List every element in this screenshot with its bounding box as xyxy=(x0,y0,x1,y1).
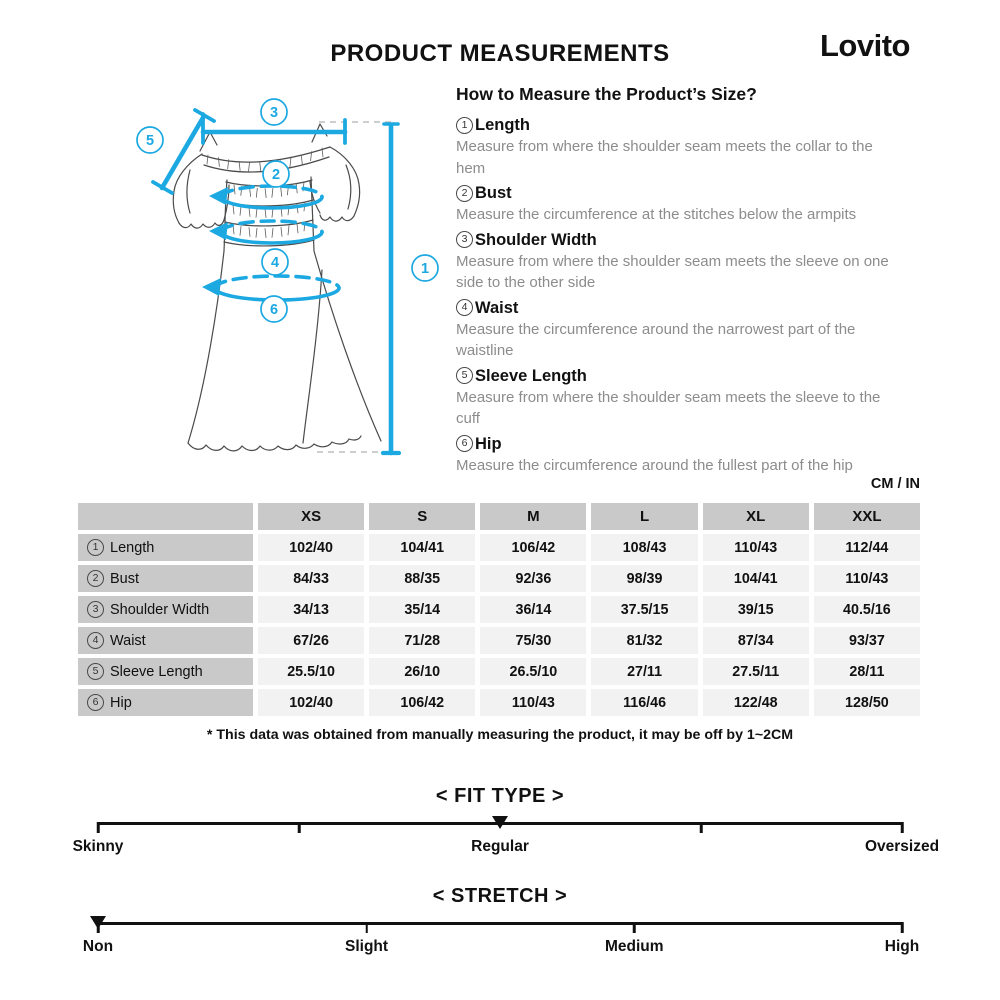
circled-number-icon: 2 xyxy=(456,185,473,202)
row-label-text: Bust xyxy=(110,570,140,587)
size-value-cell: 71/28 xyxy=(369,627,475,654)
left-sleeve-cuff xyxy=(179,220,224,228)
right-sleeve xyxy=(330,147,360,216)
size-value-cell: 110/43 xyxy=(480,689,586,716)
sleeve-length-arrow xyxy=(162,116,204,188)
size-value-cell: 93/37 xyxy=(814,627,920,654)
scale-line xyxy=(82,922,920,955)
brand-logo: Lovito xyxy=(820,28,910,63)
callout-waist: 4 xyxy=(270,255,280,271)
size-value-cell: 106/42 xyxy=(480,534,586,561)
guide-desc: Measure the circumference around the fullest part of the hip xyxy=(456,456,853,474)
size-value-cell: 110/43 xyxy=(703,534,809,561)
size-value-cell: 40.5/16 xyxy=(814,596,920,623)
circled-number-icon: 4 xyxy=(87,632,104,649)
guide-desc: Measure the circumference around the narrowest part of the waistline xyxy=(456,320,856,359)
size-value-cell: 35/14 xyxy=(369,596,475,623)
right-sleeve-cuff xyxy=(320,215,354,221)
guide-term-label: Sleeve Length xyxy=(475,366,587,385)
circled-number-icon: 1 xyxy=(87,539,104,556)
scale-marker-icon xyxy=(90,916,106,929)
scale-tick xyxy=(633,922,636,933)
size-table xyxy=(78,503,920,716)
table-corner-cell xyxy=(78,503,253,530)
scale-label: Regular xyxy=(471,838,529,855)
circled-number-icon: 5 xyxy=(87,663,104,680)
size-value-cell: 84/33 xyxy=(258,565,364,592)
fit-type-scale xyxy=(0,784,1000,855)
scale-label: Slight xyxy=(345,938,389,955)
hem-wave xyxy=(188,436,361,451)
stretch-scale xyxy=(0,884,1000,955)
scale-label: Skinny xyxy=(72,838,124,855)
measure-guide xyxy=(456,84,908,476)
waist-ellipse-dashed xyxy=(222,221,322,232)
size-value-cell: 122/48 xyxy=(703,689,809,716)
size-value-cell: 98/39 xyxy=(591,565,697,592)
measure-row-label xyxy=(78,565,253,592)
row-label-text: Length xyxy=(110,539,155,556)
size-value-cell: 110/43 xyxy=(814,565,920,592)
size-value-cell: 104/41 xyxy=(703,565,809,592)
measure-guide-list xyxy=(456,114,908,476)
scale-tick xyxy=(901,922,904,933)
scale-tick xyxy=(901,822,904,833)
size-value-cell: 27/11 xyxy=(591,658,697,685)
row-label-text: Waist xyxy=(110,632,146,649)
hip-arrowhead xyxy=(202,278,221,296)
size-column-header: L xyxy=(591,503,697,530)
guide-term-label: Bust xyxy=(475,184,512,202)
scale-line xyxy=(72,822,940,855)
right-sleeve-fold xyxy=(346,165,351,209)
callout-shoulder: 3 xyxy=(269,105,279,121)
size-value-cell: 128/50 xyxy=(814,689,920,716)
circled-number-icon: 6 xyxy=(456,435,473,452)
circled-number-icon: 6 xyxy=(87,694,104,711)
size-value-cell: 81/32 xyxy=(591,627,697,654)
units-label: CM / IN xyxy=(870,476,920,492)
size-value-cell: 102/40 xyxy=(258,534,364,561)
guide-term-label: Length xyxy=(475,116,530,134)
guide-term-label: Hip xyxy=(475,434,502,453)
guide-heading: How to Measure the Product’s Size? xyxy=(456,84,757,104)
guide-term xyxy=(456,229,908,251)
guide-term-label: Waist xyxy=(475,298,519,317)
size-value-cell: 92/36 xyxy=(480,565,586,592)
scale-marker-icon xyxy=(492,816,508,829)
callout-hip: 6 xyxy=(269,302,279,318)
size-value-cell: 27.5/11 xyxy=(703,658,809,685)
measure-row-label xyxy=(78,627,253,654)
size-value-cell: 88/35 xyxy=(369,565,475,592)
scale-title: < STRETCH > xyxy=(432,885,568,907)
size-value-cell: 108/43 xyxy=(591,534,697,561)
size-value-cell: 26.5/10 xyxy=(480,658,586,685)
callout-sleeve: 5 xyxy=(145,133,155,149)
size-value-cell: 36/14 xyxy=(480,596,586,623)
size-value-cell: 116/46 xyxy=(591,689,697,716)
measure-row-label xyxy=(78,658,253,685)
guide-term xyxy=(456,297,908,319)
guide-term xyxy=(456,114,908,136)
measure-row-label xyxy=(78,689,253,716)
circled-number-icon: 4 xyxy=(456,299,473,316)
row-label-text: Sleeve Length xyxy=(110,663,203,680)
size-column-header: XL xyxy=(703,503,809,530)
guide-term xyxy=(456,433,908,455)
row-label-text: Hip xyxy=(110,694,132,711)
scale-title: < FIT TYPE > xyxy=(435,785,565,807)
scale-tick xyxy=(365,922,368,933)
bust-arrowhead xyxy=(209,187,228,205)
scale-tick xyxy=(700,822,703,833)
scale-tick xyxy=(97,822,100,833)
size-value-cell: 37.5/15 xyxy=(591,596,697,623)
circled-number-icon: 3 xyxy=(87,601,104,618)
size-value-cell: 75/30 xyxy=(480,627,586,654)
measure-row-label xyxy=(78,534,253,561)
size-column-header: XXL xyxy=(814,503,920,530)
circled-number-icon: 1 xyxy=(456,117,473,134)
waist-arrowhead xyxy=(209,222,228,240)
circled-number-icon: 3 xyxy=(456,231,473,248)
size-value-cell: 26/10 xyxy=(369,658,475,685)
size-value-cell: 28/11 xyxy=(814,658,920,685)
guide-desc: Measure from where the shoulder seam meets the sleeve on one side to the other side xyxy=(456,252,889,291)
size-value-cell: 102/40 xyxy=(258,689,364,716)
guide-desc: Measure the circumference at the stitches below the armpits xyxy=(456,206,857,223)
guide-desc: Measure from where the shoulder seam meets the sleeve to the cuff xyxy=(456,388,881,427)
footnote: * This data was obtained from manually measuring the product, it may be off by 1~2CM xyxy=(206,727,794,743)
size-value-cell: 87/34 xyxy=(703,627,809,654)
size-value-cell: 67/26 xyxy=(258,627,364,654)
guide-desc: Measure from where the shoulder seam meets the collar to the hem xyxy=(456,138,873,177)
bust-ellipse-solid xyxy=(222,197,322,208)
size-value-cell: 106/42 xyxy=(369,689,475,716)
guide-term-label: Shoulder Width xyxy=(475,230,597,249)
guide-term xyxy=(456,182,908,204)
page-title: PRODUCT MEASUREMENTS xyxy=(330,40,670,67)
scale-tick xyxy=(298,822,301,833)
size-value-cell: 25.5/10 xyxy=(258,658,364,685)
size-column-header: M xyxy=(480,503,586,530)
scale-label: Oversized xyxy=(864,838,940,855)
size-value-cell: 39/15 xyxy=(703,596,809,623)
left-sleeve-fold xyxy=(187,170,190,213)
size-value-cell: 112/44 xyxy=(814,534,920,561)
circled-number-icon: 5 xyxy=(456,367,473,384)
size-value-cell: 34/13 xyxy=(258,596,364,623)
circled-number-icon: 2 xyxy=(87,570,104,587)
row-label-text: Shoulder Width xyxy=(110,601,210,618)
scale-label: Medium xyxy=(604,938,664,955)
guide-term xyxy=(456,365,908,387)
callout-length: 1 xyxy=(420,261,430,277)
scale-label: High xyxy=(884,938,920,955)
callout-bust: 2 xyxy=(271,167,281,183)
measure-row-label xyxy=(78,596,253,623)
size-value-cell: 104/41 xyxy=(369,534,475,561)
size-column-header: XS xyxy=(258,503,364,530)
dress-measurement-diagram xyxy=(100,85,450,475)
scale-label: Non xyxy=(82,938,114,955)
size-column-header: S xyxy=(369,503,475,530)
